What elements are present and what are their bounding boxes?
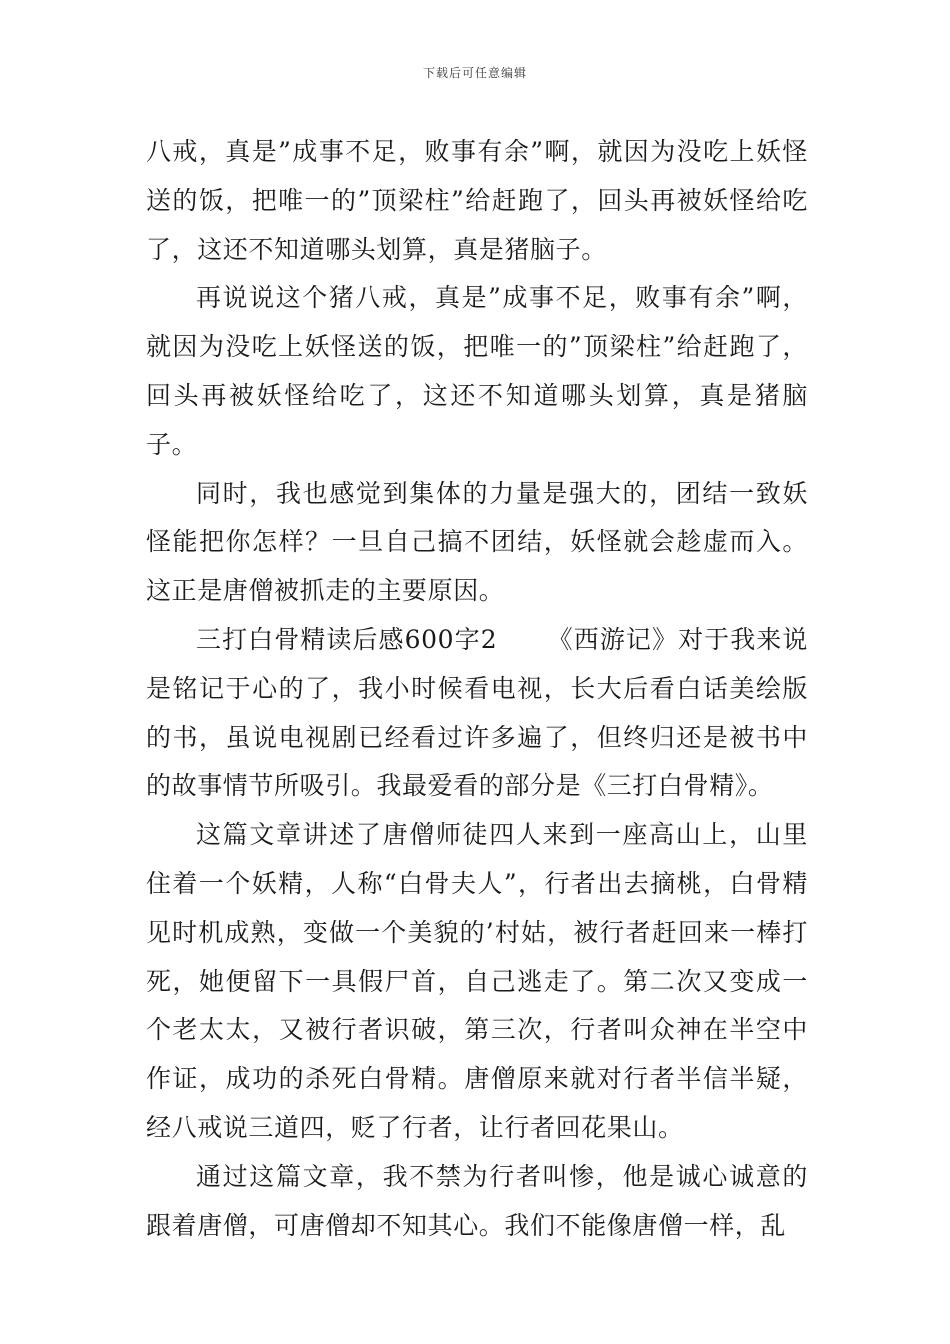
section-first-text: 《西游记》对于我来说是铭记于心的了，我小时候看电视，长大后看白话美绘版的书，虽说电视剧已经看过许多遍了，但终归还是被书中的故事情节所吸引。我最爱看的部分是《三打白骨精》。 [146,624,808,801]
paragraph: 通过这篇文章，我不禁为行者叫惨，他是诚心诚意的跟着唐僧，可唐僧却不知其心。我们不能像唐僧一样，乱 [146,1161,808,1240]
section-paragraph [146,616,808,811]
document-body [146,128,808,1250]
paragraph: 同时，我也感觉到集体的力量是强大的，团结一致妖怪能把你怎样？一旦自己搞不团结，妖怪就会趁虚而入。这正是唐僧被抓走的主要原因。 [146,478,808,606]
paragraph: 再说说这个猪八戒，真是”成事不足，败事有余”啊，就因为没吃上妖怪送的饭，把唯一的”顶梁柱”给赶跑了，回头再被妖怪给吃了，这还不知道哪头划算，真是猪脑子。 [146,283,808,459]
paragraph: 这篇文章讲述了唐僧师徒四人来到一座高山上，山里住着一个妖精，人称“白骨夫人”，行者出去摘桃，白骨精见时机成熟，变做一个美貌的’村姑，被行者赶回来一棒打死，她便留下一具假尸首，自己逃走了。第二次又变成一个老太太，又被行者识破，第三次，行者叫众神在半空中作证，成功的杀死白骨精。唐僧原来就对行者半信半疑，经八戒说三道四，贬了行者，让行者回花果山。 [146,820,808,1142]
page-header-note: 下载后可任意编辑 [422,66,527,80]
paragraph-continued: 八戒，真是”成事不足，败事有余”啊，就因为没吃上妖怪送的饭，把唯一的”顶梁柱”给赶跑了，回头再被妖怪给吃了，这还不知道哪头划算，真是猪脑子。 [146,137,808,264]
section-title: 三打白骨精读后感600字2 [196,624,498,654]
